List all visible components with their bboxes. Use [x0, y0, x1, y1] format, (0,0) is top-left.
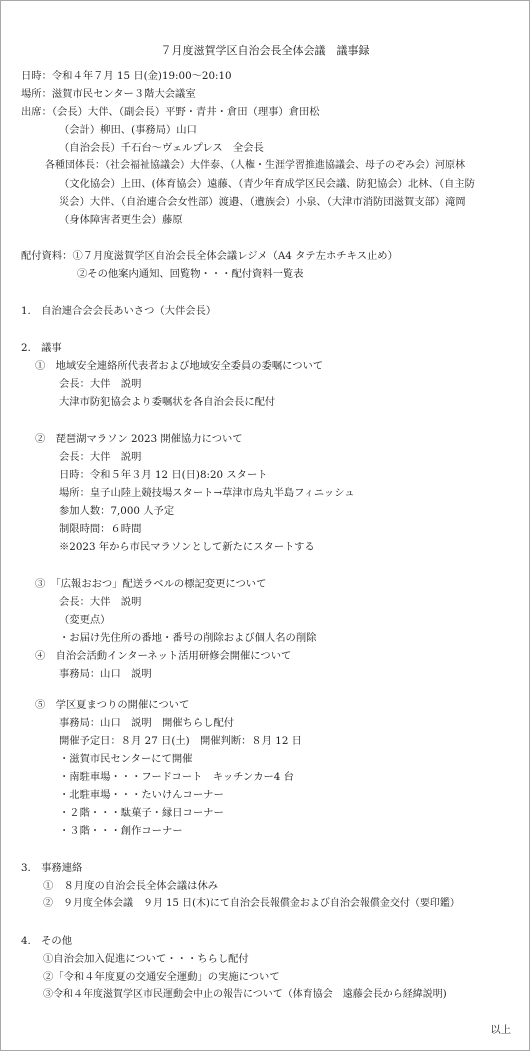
- agenda-item-line: ・２階・・・駄菓子・縁日コーナー: [59, 807, 224, 819]
- section-4-heading: 4. その他: [21, 935, 73, 947]
- agenda-item-line: 場所：皇子山陸上競技場スタート→草津市烏丸半島フィニッシュ: [59, 487, 355, 499]
- agenda-item-line: 会長：大伴 説明: [59, 596, 142, 608]
- agenda-item-line: ・お届け先住所の番地・番号の削除および個人名の削除: [59, 632, 317, 644]
- agenda-item-line: ・滋賀市民センターにて開催: [59, 753, 193, 765]
- agenda-item-line: 参加人数：7,000 人予定: [59, 505, 175, 517]
- notice-item: ① ８月度の自治会長全体会議は休み: [43, 880, 219, 892]
- agenda-item-title: ③ 「広報おおつ」配送ラベルの標記変更について: [35, 578, 267, 590]
- notice-item: ② ９月度全体会議 ９月 15 日(木)にて自治会長報償金および自治会報償金交付（要印鑑）: [43, 898, 460, 909]
- agenda-item-line: ・南駐車場・・・フードコート キッチンカー4 台: [59, 771, 294, 783]
- section-3-heading: 3. 事務連絡: [21, 862, 83, 874]
- agenda-item-line: 日時：令和５年３月 12 日(日)8:20 スタート: [59, 469, 268, 481]
- agenda-item-line: 制限時間：６時間: [59, 523, 142, 535]
- agenda-item-line: （変更点）: [59, 614, 111, 626]
- section-2-heading: 2. 議事: [21, 342, 62, 354]
- agenda-item-title: ⑤ 学区夏まつりの開催について: [35, 699, 190, 711]
- attendance-line: （文化協会）上田、(体育協会）遠藤、（青少年育成学区民会議、防犯協会）北林、（自主防: [59, 178, 475, 190]
- other-item: ②「令和４年度夏の交通安全運動」の実施について: [43, 971, 280, 983]
- agenda-item-line: ・北駐車場・・・たいけんコーナー: [59, 789, 224, 801]
- other-item: ①自治会加入促進について・・・ちらし配付: [43, 953, 249, 965]
- agenda-item-line: 事務局：山口 説明: [59, 668, 152, 680]
- other-item: ③令和４年度滋賀学区市民運動会中止の報告について（体育協会 遠藤会長から経緯説明): [43, 989, 447, 1000]
- handouts-line: ②その他案内通知、回覧物・・・配付資料一覧表: [77, 268, 304, 280]
- attendance-line: （身体障害者更生会）藤原: [59, 214, 183, 226]
- attendance-line: 災会）大伴、（自治連合会女性部）渡邉、（遺族会）小泉、（大津市消防団滋賀支部）滝岡: [59, 196, 466, 208]
- closing-mark: 以上: [490, 1024, 511, 1036]
- agenda-item-line: ※2023 年から市民マラソンとして新たにスタートする: [59, 541, 315, 553]
- section-1-heading: 1. 自治連合会会長あいさつ（大伴会長）: [21, 305, 217, 317]
- agenda-item-line: ・３階・・・創作コーナー: [59, 825, 183, 837]
- attendance-line: （自治会長）千石台～ヴェルプレス 全会長: [59, 142, 264, 154]
- agenda-item-line: 事務局：山口 説明 開催ちらし配付: [59, 717, 235, 729]
- agenda-item-line: 会長：大伴 説明: [59, 451, 142, 463]
- agenda-item-title: ② 琵琶湖マラソン 2023 開催協力について: [35, 433, 243, 445]
- agenda-item-line: 会長：大伴 説明: [59, 378, 142, 390]
- agenda-item-line: 大津市防犯協会より委嘱状を各自治会長に配付: [59, 396, 276, 408]
- agenda-item-line: 開催予定日：８月 27 日(土) 開催判断：８月 12 日: [59, 735, 302, 747]
- attendance-line: （会計）柳田、(事務局）山口: [59, 124, 197, 136]
- handouts-line: 配付資料：①７月度滋賀学区自治会長全体会議レジメ（A4 タテ左ホチキス止め）: [21, 250, 398, 262]
- meeting-place: 場所：滋賀市民センター３階大会議室: [21, 88, 196, 100]
- attendance-line: 各種団体長：（社会福祉協議会）大伴泰、（人権・生涯学習推進協議会、母子のぞみ会）河原林: [45, 160, 465, 171]
- attendance-line: 出席：（会長）大伴、（副会長）平野・青井・倉田（理事）倉田松: [21, 106, 320, 118]
- document-title: ７月度滋賀学区自治会長全体会議 議事録: [160, 44, 370, 57]
- meeting-datetime: 日時：令和４年７月 15 日(金)19:00～20:10: [21, 70, 232, 82]
- agenda-item-title: ① 地域安全連絡所代表者および地域安全委員の委嘱について: [35, 360, 324, 372]
- agenda-item-title: ④ 自治会活動インターネット活用研修会開催について: [35, 650, 292, 662]
